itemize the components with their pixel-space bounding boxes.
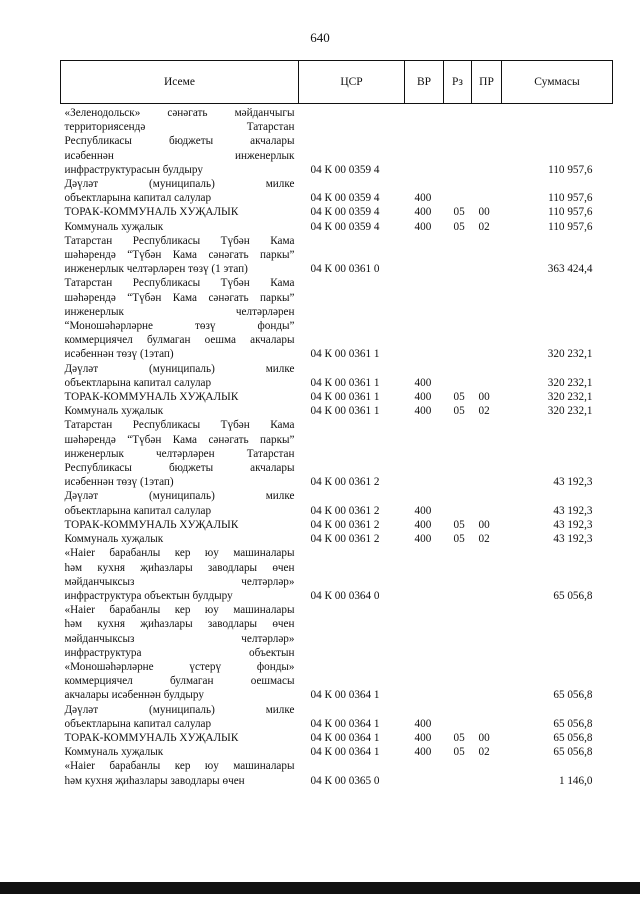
row-vr: 400: [414, 746, 432, 759]
row-sum: 43 192,3: [553, 518, 593, 531]
row-csr: 04 К 00 0361 2: [310, 476, 380, 489]
row-csr: 04 К 00 0359 4: [310, 163, 380, 176]
table-row: [61, 518, 613, 532]
row-rz: [444, 234, 472, 277]
row-name-line: һәм кухня җиһазлары заводлары өчен: [64, 561, 295, 574]
row-name-line: объектларына капитал салулар: [64, 192, 212, 205]
table-row: [61, 489, 613, 517]
row-name-line: «Зеленодольск» сәнәгать мәйданчыгы: [64, 107, 295, 119]
table-row: [61, 532, 613, 546]
row-vr: 400: [414, 376, 432, 389]
row-name-line: мәйданчыксыз челтәрләр»: [64, 632, 295, 645]
row-vr: 400: [414, 518, 432, 531]
row-name: [61, 731, 299, 745]
row-name: [61, 518, 299, 532]
row-name-line: шәһәрендә “Түбән Кама сәнәгать паркы”: [64, 433, 295, 446]
row-name: [61, 276, 299, 361]
row-name-line: исәбеннән инженерлык: [64, 149, 295, 162]
row-sum: 363 424,4: [547, 263, 593, 276]
row-name-line: Татарстан Республикасы Түбән Кама: [64, 234, 295, 247]
row-csr: 04 К 00 0364 1: [310, 731, 380, 744]
row-name: [61, 234, 299, 277]
row-rz: 05: [453, 533, 465, 546]
row-name-line: исәбеннән төзү (1этап): [64, 476, 174, 489]
row-sum: 320 232,1: [547, 391, 593, 404]
row-pr: 00: [478, 391, 490, 404]
row-name-line: инженерлык челтәрләрен Татарстан: [64, 447, 295, 460]
table-row: [61, 759, 613, 787]
row-csr: 04 К 00 0364 1: [310, 717, 380, 730]
row-rz: [444, 759, 472, 787]
row-name-line: Татарстан Республикасы Түбән Кама: [64, 277, 295, 290]
row-name-line: «Haier барабанлы кер юу машиналары: [64, 547, 295, 560]
row-sum: 65 056,8: [553, 689, 593, 702]
row-rz: [444, 418, 472, 489]
row-sum: 65 056,8: [553, 746, 593, 759]
row-pr: [472, 104, 502, 178]
row-vr: [405, 546, 444, 603]
row-rz: 05: [453, 746, 465, 759]
row-name: [61, 745, 299, 759]
row-name-line: коммерциячел булмаган оешмасы: [64, 675, 295, 688]
row-csr: 04 К 00 0361 2: [310, 518, 380, 531]
row-csr: 04 К 00 0359 4: [310, 206, 380, 219]
row-pr: [472, 276, 502, 361]
row-name-line: Дәүләт (муниципаль) милке: [64, 490, 295, 503]
row-csr: 04 К 00 0361 1: [310, 376, 380, 389]
row-name-line: акчалары исәбеннән булдыру: [64, 689, 204, 702]
row-vr: 400: [414, 731, 432, 744]
row-sum: 65 056,8: [553, 731, 593, 744]
table-row: [61, 418, 613, 489]
row-rz: [444, 276, 472, 361]
row-name-line: ТОРАК-КОММУНАЛЬ ХУҖАЛЫК: [64, 391, 239, 404]
row-sum: 110 957,6: [548, 192, 593, 205]
row-vr: 400: [414, 504, 432, 517]
row-pr: [472, 759, 502, 787]
row-name-line: «Haier барабанлы кер юу машиналары: [64, 760, 295, 773]
row-vr: 400: [414, 206, 432, 219]
row-csr: 04 К 00 0361 2: [310, 504, 380, 517]
table-row: [61, 276, 613, 361]
row-vr: 400: [414, 220, 432, 233]
row-name-line: Коммуналь хуҗалык: [64, 405, 164, 418]
table-row: [61, 205, 613, 219]
budget-table: [60, 60, 613, 788]
table-row: [61, 234, 613, 277]
row-sum: 110 957,6: [548, 206, 593, 219]
header-vr: ВР: [405, 61, 444, 104]
header-csr: ЦСР: [299, 61, 405, 104]
row-pr: [472, 546, 502, 603]
row-rz: [444, 703, 472, 731]
row-sum: 65 056,8: [553, 717, 593, 730]
header-name: Исеме: [61, 61, 299, 104]
row-rz: 05: [453, 731, 465, 744]
row-name-line: объектларына капитал салулар: [64, 504, 212, 517]
table-row: [61, 362, 613, 390]
row-pr: 00: [478, 731, 490, 744]
row-name-line: ТОРАК-КОММУНАЛЬ ХУҖАЛЫК: [64, 206, 239, 219]
row-name-line: Татарстан Республикасы Түбән Кама: [64, 419, 295, 432]
table-row: [61, 731, 613, 745]
row-vr: [405, 418, 444, 489]
row-csr: 04 К 00 0361 2: [310, 533, 380, 546]
row-name: [61, 220, 299, 234]
row-rz: [444, 362, 472, 390]
row-name-line: һәм кухня җиһазлары заводлары өчен: [64, 774, 245, 787]
row-name-line: объектларына капитал салулар: [64, 717, 212, 730]
row-rz: [444, 177, 472, 205]
row-name-line: инфраструктура объектын: [64, 646, 295, 659]
row-csr: 04 К 00 0361 1: [310, 405, 380, 418]
header-pr: ПР: [472, 61, 502, 104]
row-pr: 02: [478, 405, 490, 418]
row-rz: 05: [453, 220, 465, 233]
header-sum: Суммасы: [502, 61, 613, 104]
table-row: [61, 703, 613, 731]
row-csr: 04 К 00 0359 4: [310, 192, 380, 205]
row-rz: 05: [453, 206, 465, 219]
row-name: [61, 489, 299, 517]
row-name: [61, 703, 299, 731]
row-name-line: Коммуналь хуҗалык: [64, 746, 164, 759]
row-vr: [405, 276, 444, 361]
row-sum: 43 192,3: [553, 533, 593, 546]
row-name: [61, 418, 299, 489]
row-sum: 43 192,3: [553, 476, 593, 489]
row-vr: 400: [414, 533, 432, 546]
row-name-line: исәбеннән төзү (1этап): [64, 348, 174, 361]
row-name-line: коммерциячел булмаган оешма акчалары: [64, 334, 295, 347]
table-row: [61, 603, 613, 702]
row-sum: 43 192,3: [553, 504, 593, 517]
row-name-line: инфраструктура объектын булдыру: [64, 589, 233, 602]
row-rz: 05: [453, 405, 465, 418]
row-name-line: территориясендә Татарстан: [64, 121, 295, 134]
row-name-line: Дәүләт (муниципаль) милке: [64, 362, 295, 375]
row-name-line: һәм кухня җиһазлары заводлары өчен: [64, 618, 295, 631]
scan-bottom-edge: [0, 882, 640, 894]
row-csr: 04 К 00 0365 0: [310, 774, 380, 787]
row-csr: 04 К 00 0364 1: [310, 746, 380, 759]
row-rz: 05: [453, 391, 465, 404]
row-vr: 400: [414, 192, 432, 205]
row-vr: 400: [414, 717, 432, 730]
row-name: [61, 603, 299, 702]
row-pr: [472, 603, 502, 702]
row-name-line: инфраструктурасын булдыру: [64, 163, 203, 176]
row-name-line: «Моношәһәрләрне үстерү фонды»: [64, 660, 295, 673]
row-name: [61, 205, 299, 219]
row-name: [61, 362, 299, 390]
row-name-line: Республикасы бюджеты акчалары: [64, 462, 295, 475]
row-csr: 04 К 00 0361 1: [310, 391, 380, 404]
row-sum: 1 146,0: [558, 774, 593, 787]
row-name-line: Дәүләт (муниципаль) милке: [64, 703, 295, 716]
row-csr: 04 К 00 0364 1: [310, 689, 380, 702]
row-pr: [472, 362, 502, 390]
row-name-line: Коммуналь хуҗалык: [64, 220, 164, 233]
row-pr: 02: [478, 533, 490, 546]
row-vr: [405, 104, 444, 178]
row-name-line: Республикасы бюджеты акчалары: [64, 135, 295, 148]
row-vr: 400: [414, 405, 432, 418]
row-sum: 320 232,1: [547, 405, 593, 418]
row-name: [61, 546, 299, 603]
row-rz: [444, 104, 472, 178]
row-pr: 02: [478, 220, 490, 233]
table-row: [61, 390, 613, 404]
row-name-line: ТОРАК-КОММУНАЛЬ ХУҖАЛЫК: [64, 731, 239, 744]
row-name: [61, 390, 299, 404]
row-csr: 04 К 00 0361 1: [310, 348, 380, 361]
row-pr: [472, 418, 502, 489]
row-name-line: «Haier барабанлы кер юу машиналары: [64, 604, 295, 617]
row-name-line: ТОРАК-КОММУНАЛЬ ХУҖАЛЫК: [64, 518, 239, 531]
row-name-line: шәһәрендә “Түбән Кама сәнәгать паркы”: [64, 291, 295, 304]
row-pr: 02: [478, 746, 490, 759]
row-pr: [472, 234, 502, 277]
table-row: [61, 220, 613, 234]
row-vr: [405, 759, 444, 787]
row-rz: [444, 546, 472, 603]
row-pr: 00: [478, 518, 490, 531]
row-rz: [444, 603, 472, 702]
row-pr: [472, 489, 502, 517]
row-name-line: “Моношәһәрләрне төзү фонды”: [64, 320, 295, 333]
row-name-line: мәйданчыксыз челтәрләр»: [64, 575, 295, 588]
row-name: [61, 104, 299, 178]
table-row: [61, 404, 613, 418]
row-vr: 400: [414, 391, 432, 404]
row-sum: 65 056,8: [553, 589, 593, 602]
row-name: [61, 177, 299, 205]
row-rz: 05: [453, 518, 465, 531]
table-body: [61, 104, 613, 788]
row-name: [61, 759, 299, 787]
row-sum: 110 957,6: [548, 163, 593, 176]
row-sum: 320 232,1: [547, 376, 593, 389]
row-sum: 320 232,1: [547, 348, 593, 361]
row-csr: 04 К 00 0364 0: [310, 589, 380, 602]
row-vr: [405, 234, 444, 277]
row-csr: 04 К 00 0359 4: [310, 220, 380, 233]
row-pr: [472, 177, 502, 205]
row-name-line: Дәүләт (муниципаль) милке: [64, 178, 295, 191]
row-rz: [444, 489, 472, 517]
row-pr: [472, 703, 502, 731]
row-name-line: шәһәрендә “Түбән Кама сәнәгать паркы”: [64, 249, 295, 262]
page-number: 640: [310, 30, 330, 45]
table-row: [61, 177, 613, 205]
row-name: [61, 532, 299, 546]
table-row: [61, 104, 613, 178]
row-name-line: Коммуналь хуҗалык: [64, 533, 164, 546]
table-row: [61, 745, 613, 759]
row-sum: 110 957,6: [548, 220, 593, 233]
row-name-line: инженерлык челтәрләрен: [64, 305, 295, 318]
row-csr: 04 К 00 0361 0: [310, 263, 380, 276]
header-rz: Рз: [444, 61, 472, 104]
row-vr: [405, 603, 444, 702]
table-header-row: [61, 61, 613, 104]
row-name-line: инженерлык челтәрләрен төзү (1 этап): [64, 263, 248, 276]
row-name: [61, 404, 299, 418]
table-row: [61, 546, 613, 603]
row-pr: 00: [478, 206, 490, 219]
row-name-line: объектларына капитал салулар: [64, 376, 212, 389]
